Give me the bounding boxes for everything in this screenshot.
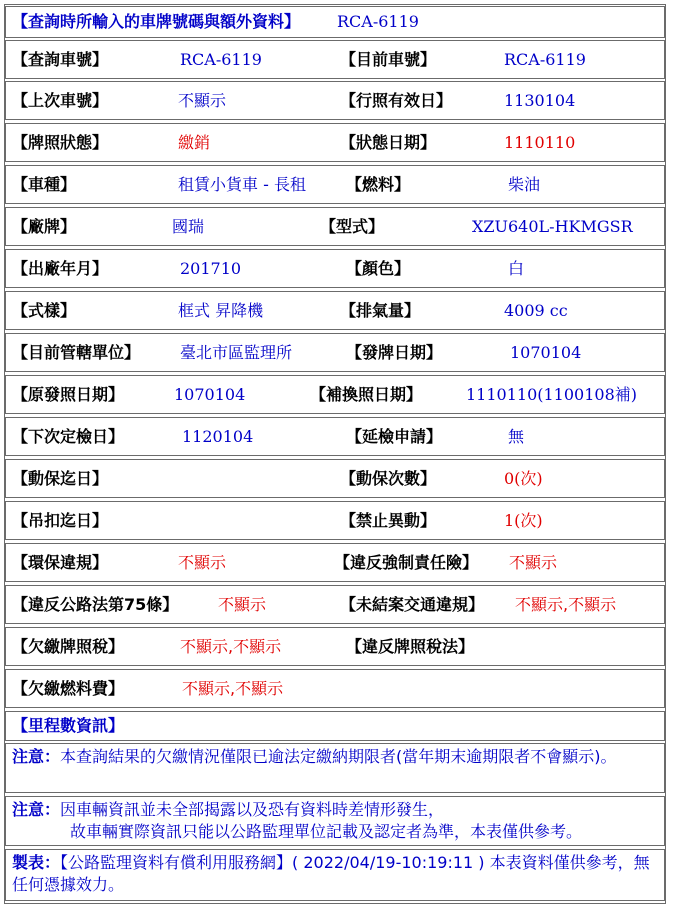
header-row [5,6,665,38]
value-license-valid-date: 1130104 [504,91,576,110]
footer-key: 製表： [12,853,61,872]
value-body-style: 框式 昇降機 [178,301,264,320]
value-model: XZU640L-HKMGSR [472,217,633,236]
note-2-line-1: 因車輛資訊並未全部揭露以及恐有資料時差情形發生， [60,800,445,819]
value-query-plate: RCA-6119 [180,50,262,69]
value-reissue-date: 1110110(1100108補) [466,385,638,404]
label-insurance-violation: 【違反強制責任險】 [334,553,479,572]
label-jurisdiction: 【目前管轄單位】 [12,343,141,362]
label-query-plate: 【查詢車號】 [12,50,109,69]
value-transfer-ban: 1(次) [504,511,543,530]
label-unpaid-fuel-fee: 【欠繳燃料費】 [12,679,125,698]
data-row-license-tax [5,627,665,666]
mileage-title: 【里程數資訊】 [12,716,125,735]
footer-text: 【公路監理資料有償利用服務網】( 2022/04/19-10:19:11 ) 本表資料僅供參考，無任何憑據效力。 [12,853,650,894]
label-unpaid-license-tax: 【欠繳牌照稅】 [12,637,125,656]
label-inspection-extension: 【延檢申請】 [346,427,443,446]
value-open-traffic-violation: 不顯示,不顯示 [515,595,617,614]
label-chattel-expiry: 【動保迄日】 [12,469,109,488]
label-highway-law-violation: 【違反公路法第75條】 [12,595,179,614]
value-color: 白 [508,259,525,278]
label-vehicle-type: 【車種】 [12,175,77,194]
note-2-key: 注意： [12,800,61,819]
value-highway-law-violation: 不顯示 [218,595,267,614]
data-row-next-inspection [5,417,665,456]
value-environmental-violation: 不顯示 [178,553,227,572]
note-2 [12,799,658,843]
data-row-brand [5,207,665,246]
value-status-date: 1110110 [504,133,576,152]
value-inspection-extension: 無 [508,427,525,446]
label-original-issue-date: 【原發照日期】 [12,385,125,404]
data-row-suspension-expiry [5,501,665,540]
data-row-jurisdiction [5,333,665,372]
data-row-vehicle-type [5,165,665,204]
label-transfer-ban: 【禁止異動】 [340,511,437,530]
label-body-style: 【式樣】 [12,301,77,320]
note-row-1 [5,743,665,793]
value-current-plate: RCA-6119 [504,50,586,69]
label-chattel-count: 【動保次數】 [340,469,437,488]
value-previous-plate: 不顯示 [178,91,227,110]
label-fuel: 【燃料】 [346,175,411,194]
label-brand: 【廠牌】 [12,217,77,236]
value-displacement: 4009 cc [504,301,568,320]
data-row-manufacture-date [5,249,665,288]
note-row-2 [5,796,665,846]
data-row-body-style [5,291,665,330]
value-issue-date: 1070104 [510,343,582,362]
mileage-row [5,711,665,741]
label-environmental-violation: 【環保違規】 [12,553,109,572]
data-row-environmental [5,543,665,582]
label-plate-status: 【牌照狀態】 [12,133,109,152]
value-chattel-count: 0(次) [504,469,543,488]
footer-note [12,852,658,896]
label-color: 【顏色】 [346,259,411,278]
label-previous-plate: 【上次車號】 [12,91,109,110]
note-1-key: 注意： [12,747,61,766]
label-license-tax-violation: 【違反牌照稅法】 [346,637,475,656]
note-1 [12,746,658,768]
value-insurance-violation: 不顯示 [509,553,558,572]
footer-row [5,849,665,901]
data-row-previous-plate [5,81,665,120]
data-row-original-issue [5,375,665,414]
label-model: 【型式】 [320,217,385,236]
data-row-plate-status [5,123,665,162]
value-original-issue-date: 1070104 [174,385,246,404]
data-row-fuel-fee [5,669,665,708]
header-title: 【查詢時所輸入的車牌號碼與額外資料】 [12,12,301,31]
note-1-text: 本查詢結果的欠繳情況僅限已逾法定繳納期限者(當年期末逾期限者不會顯示)。 [60,747,617,766]
data-row-plate-query [5,40,665,79]
label-reissue-date: 【補換照日期】 [310,385,423,404]
value-plate-status: 繳銷 [178,133,211,152]
label-issue-date: 【發牌日期】 [346,343,443,362]
label-current-plate: 【目前車號】 [340,50,437,69]
value-next-inspection: 1120104 [182,427,254,446]
note-2-line-2: 故車輛實際資訊只能以公路監理單位記載及認定者為準，本表僅供參考。 [70,822,583,841]
label-license-valid-date: 【行照有效日】 [340,91,453,110]
label-suspension-expiry: 【吊扣迄日】 [12,511,109,530]
label-next-inspection: 【下次定檢日】 [12,427,125,446]
value-unpaid-fuel-fee: 不顯示,不顯示 [182,679,284,698]
label-displacement: 【排氣量】 [340,301,421,320]
value-jurisdiction: 臺北市區監理所 [180,343,293,362]
label-open-traffic-violation: 【未結案交通違規】 [340,595,485,614]
label-status-date: 【狀態日期】 [340,133,437,152]
value-unpaid-license-tax: 不顯示,不顯示 [180,637,282,656]
data-row-chattel-expiry [5,459,665,498]
value-manufacture-date: 201710 [180,259,242,278]
value-fuel: 柴油 [508,175,541,194]
header-plate: RCA-6119 [337,12,419,31]
value-vehicle-type: 租賃小貨車 - 長租 [178,175,306,194]
value-brand: 國瑞 [172,217,205,236]
data-row-highway-law [5,585,665,624]
label-manufacture-date: 【出廠年月】 [12,259,109,278]
